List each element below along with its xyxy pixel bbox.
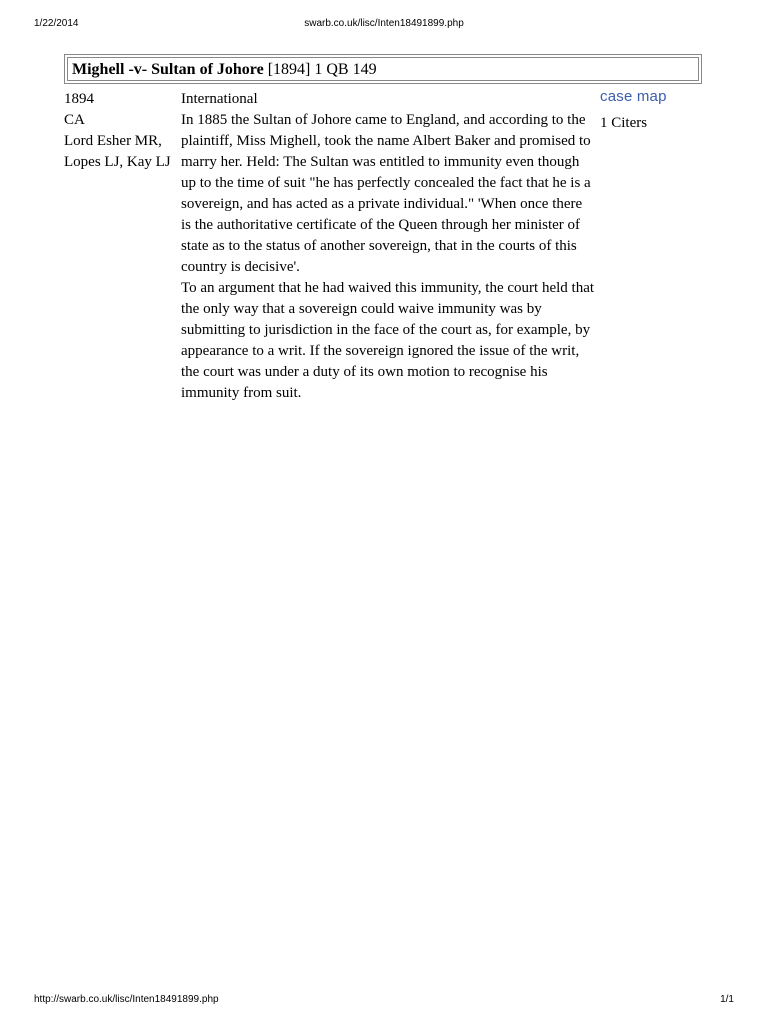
case-title <box>67 57 699 81</box>
case-name: Mighell -v- Sultan of Johore <box>72 61 264 78</box>
case-court: CA <box>64 112 85 128</box>
case-summary-paragraph-1: In 1885 the Sultan of Johore came to England, and according to the plaintiff, Miss Mighell, took the name Albert Baker and promised to marry her. Held: The Sultan was entitled to immunity even though up to the time of suit "he has perfectly concealed the fact that he is a sovereign, and has acted as a private individual." 'When once there is the authoritative certificate of the Queen through her minister of state as to the status of another sovereign, that in the courts of this country is decisive'. <box>181 112 591 275</box>
case-meta <box>64 89 176 173</box>
case-body <box>181 89 595 404</box>
print-footer <box>0 994 768 1008</box>
case-citation: [1894] 1 QB 149 <box>267 61 377 78</box>
print-date: 1/22/2014 <box>34 18 79 29</box>
case-category: International <box>181 91 258 107</box>
case-map-link[interactable]: case map <box>600 88 667 105</box>
print-header <box>0 18 768 32</box>
case-year: 1894 <box>64 91 94 107</box>
print-url: swarb.co.uk/lisc/Inten18491899.php <box>304 18 464 29</box>
citers-count[interactable]: 1 Citers <box>600 115 648 131</box>
footer-url: http://swarb.co.uk/lisc/Inten18491899.php <box>34 994 219 1005</box>
case-judges-line1: Lord Esher MR, <box>64 133 162 149</box>
case-judges-line2: Lopes LJ, Kay LJ <box>64 154 171 170</box>
case-title-box <box>64 54 702 84</box>
footer-page-number: 1/1 <box>720 994 734 1005</box>
case-summary-paragraph-2: To an argument that he had waived this immunity, the court held that the only way that a sovereign could waive immunity was by submitting to jurisdiction in the face of the court as, for example, by appearance to a writ. If the sovereign ignored the issue of the writ, the court was under a duty of its own motion to recognise his immunity from suit. <box>181 280 595 401</box>
case-side <box>598 87 702 134</box>
